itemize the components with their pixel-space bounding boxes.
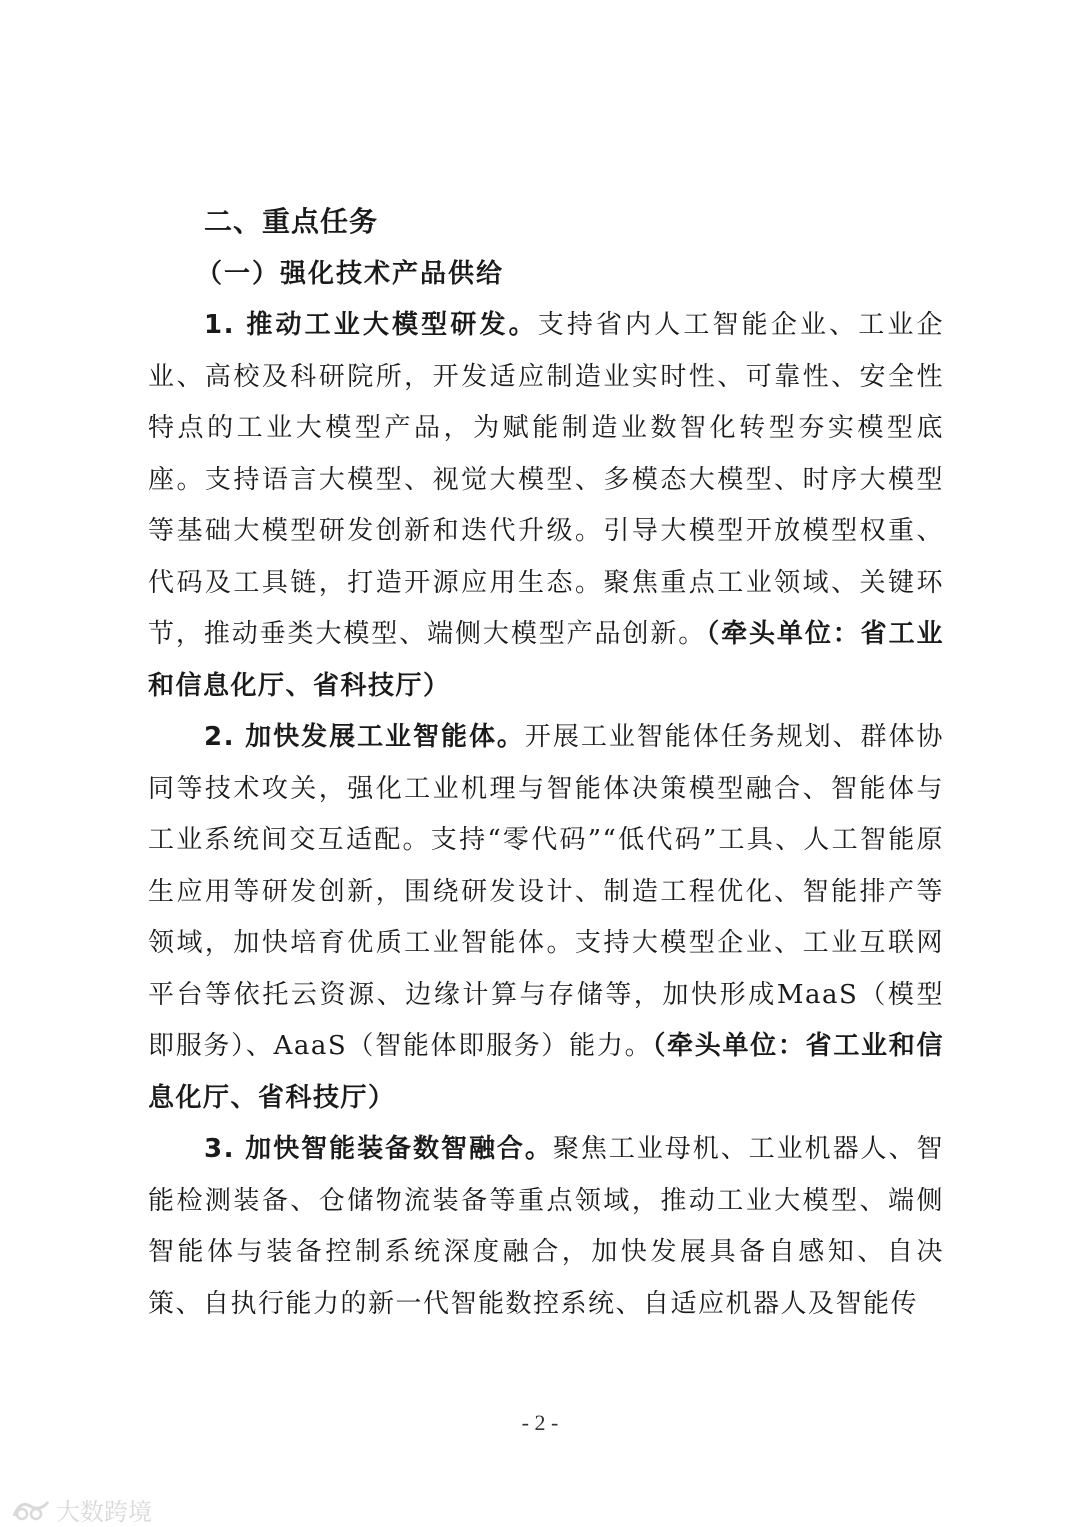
- document-body: [148, 198, 944, 1330]
- item-number: 2.: [204, 722, 235, 752]
- item-body: 聚焦工业母机、工业机器人、智能检测装备、仓储物流装备等重点领域，推动工业大模型、端侧智能体与装备控制系统深度融合，加快发展具备自感知、自决策、自执行能力的新一代智能数控系统、自适应机器人及智能传: [148, 1134, 944, 1319]
- item-lead: 推动工业大模型研发。: [246, 310, 538, 340]
- item-number: 3.: [204, 1134, 235, 1164]
- subsection-title: （一）强化技术产品供给: [196, 259, 505, 289]
- dashu-logo-icon: [10, 1496, 52, 1524]
- page-number: - 2 -: [521, 1410, 559, 1435]
- item-body: 支持省内人工智能企业、工业企业、高校及科研院所，开发适应制造业实时性、可靠性、安全性特点的工业大模型产品，为赋能制造业数智化转型夯实模型底座。支持语言大模型、视觉大模型、多模态大模型、时序大模型等基础大模型研发创新和迭代升级。引导大模型开放模型权重、代码及工具链，打造开源应用生态。聚焦重点工业领域、关键环节，推动垂类大模型、端侧大模型产品创新。: [148, 310, 944, 649]
- lead-unit: （牵头单位：省工业和信息化厅、省科技厅）: [148, 1031, 944, 1113]
- watermark-text: 大数跨境: [56, 1498, 152, 1526]
- paragraph-item-1: [148, 300, 944, 712]
- item-number: 1.: [204, 310, 235, 340]
- item-lead: 加快发展工业智能体。: [245, 722, 525, 752]
- paragraph-item-3: [148, 1124, 944, 1330]
- watermark: [10, 1492, 152, 1527]
- paragraph-item-2: [148, 712, 944, 1124]
- item-body: 开展工业智能体任务规划、群体协同等技术攻关，强化工业机理与智能体决策模型融合、智能体与工业系统间交互适配。支持“零代码”“低代码”工具、人工智能原生应用等研发创新，围绕研发设计、制造工程优化、智能排产等领域，加快培育优质工业智能体。支持大模型企业、工业互联网平台等依托云资源、边缘计算与存储等，加快形成MaaS（模型即服务）、AaaS（智能体即服务）能力。: [148, 722, 944, 1061]
- item-lead: 加快智能装备数智融合。: [245, 1134, 553, 1164]
- section-title: 二、重点任务: [204, 205, 379, 238]
- lead-unit: （牵头单位：省工业和信息化厅、省科技厅）: [148, 619, 944, 701]
